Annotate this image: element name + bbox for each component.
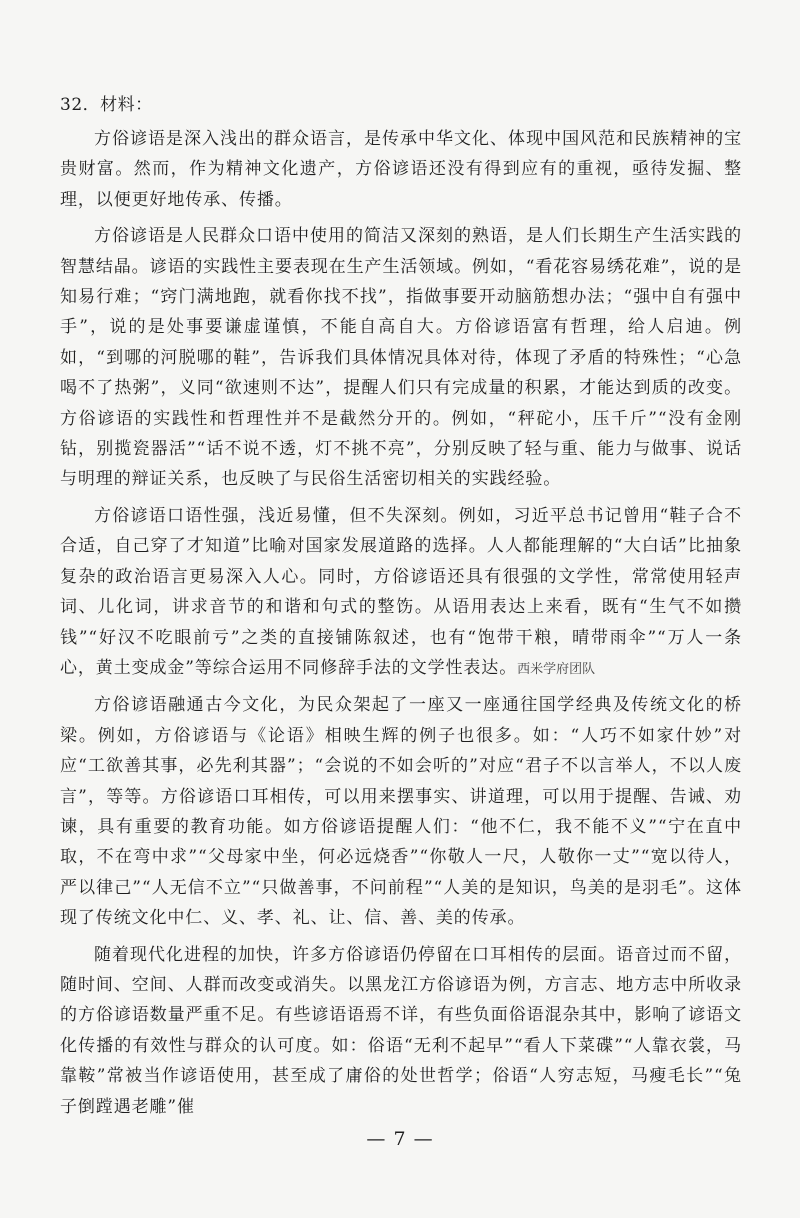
paragraph-1: 方俗谚语是深入浅出的群众语言，是传承中华文化、体现中国风范和民族精神的宝贵财富。然而，作为精神文化遗产，方俗谚语还没有得到应有的重视，亟待发掘、整理，以便更好地传承、传播。 (60, 129, 742, 210)
document-body (60, 88, 742, 1128)
paragraph-4: 方俗谚语融通古今文化，为民众架起了一座又一座通往国学经典及传统文化的桥梁。例如，方俗谚语与《论语》相映生辉的例子也很多。如：“人巧不如家什妙”对应“工欲善其事，必先利其器”；“会说的不如会听的”对应“君子不以言举人，不以人废言”，等等。方俗谚语口耳相传，可以用来摆事实、讲道理，可以用于提醒、告诫、劝谏，具有重要的教育功能。如方俗谚语提醒人们：“他不仁，我不能不义”“宁在直中取，不在弯中求”“父母家中坐，何必远烧香”“你敬人一尺，人敬你一丈”“宽以待人，严以律己”“人无信不立”“只做善事，不问前程”“人美的是知识，鸟美的是羽毛”。这体现了传统文化中仁、义、孝、礼、让、信、善、美的传承。 (60, 695, 742, 929)
paragraph-2: 方俗谚语是人民群众口语中使用的简洁又深刻的熟语，是人们长期生产生活实践的智慧结晶。谚语的实践性主要表现在生产生活领域。例如，“看花容易绣花难”，说的是知易行难；“窍门满地跑，就看你找不找”，指做事要开动脑筋想办法；“强中自有强中手”，说的是处事要谦虚谨慎，不能自高自大。方俗谚语富有哲理，给人启迪。例如，“到哪的河脱哪的鞋”，告诉我们具体情况具体对待，体现了矛盾的特殊性；“心急喝不了热粥”，义同“欲速则不达”，提醒人们只有完成量的积累，才能达到质的改变。方俗谚语的实践性和哲理性并不是截然分开的。例如，“秤砣小，压千斤”“没有金刚钻，别揽瓷器活”“话不说不透，灯不挑不亮”，分别反映了轻与重、能力与做事、说话与明理的辩证关系，也反映了与民俗生活密切相关的实践经验。 (60, 226, 742, 490)
question-heading: 32．材料： (60, 95, 153, 115)
watermark-text: 西米学府团队 (517, 660, 596, 676)
paragraph-3 (60, 501, 742, 684)
paragraph-5: 随着现代化进程的加快，许多方俗谚语仍停留在口耳相传的层面。语音过而不留，随时间、空间、人群而改变或消失。以黑龙江方俗谚语为例，方言志、地方志中所收录的方俗谚语数量严重不足。有些谚语语焉不详，有些负面俗语混杂其中，影响了谚语文化传播的有效性与群众的认可度。如：俗语“无利不起早”“看人下菜碟”“人靠衣裳，马靠鞍”常被当作谚语使用，甚至成了庸俗的处世哲学；俗语“人穷志短，马瘦毛长”“兔子倒蹚遇老雕”催 (60, 944, 742, 1117)
page-number: — 7 — (366, 1128, 434, 1150)
paragraph-3-text: 方俗谚语口语性强，浅近易懂，但不失深刻。例如，习近平总书记曾用“鞋子合不合适，自己穿了才知道”比喻对国家发展道路的选择。人人都能理解的“大白话”比抽象复杂的政治语言更易深入人心。同时，方俗谚语还具有很强的文学性，常常使用轻声词、儿化词，讲求音节的和谐和句式的整饬。从语用表达上来看，既有“生气不如攒钱”“好汉不吃眼前亏”之类的直接铺陈叙述，也有“饱带干粮，晴带雨伞”“万人一条心，黄土变成金”等综合运用不同修辞手法的文学性表达。 (60, 505, 742, 678)
